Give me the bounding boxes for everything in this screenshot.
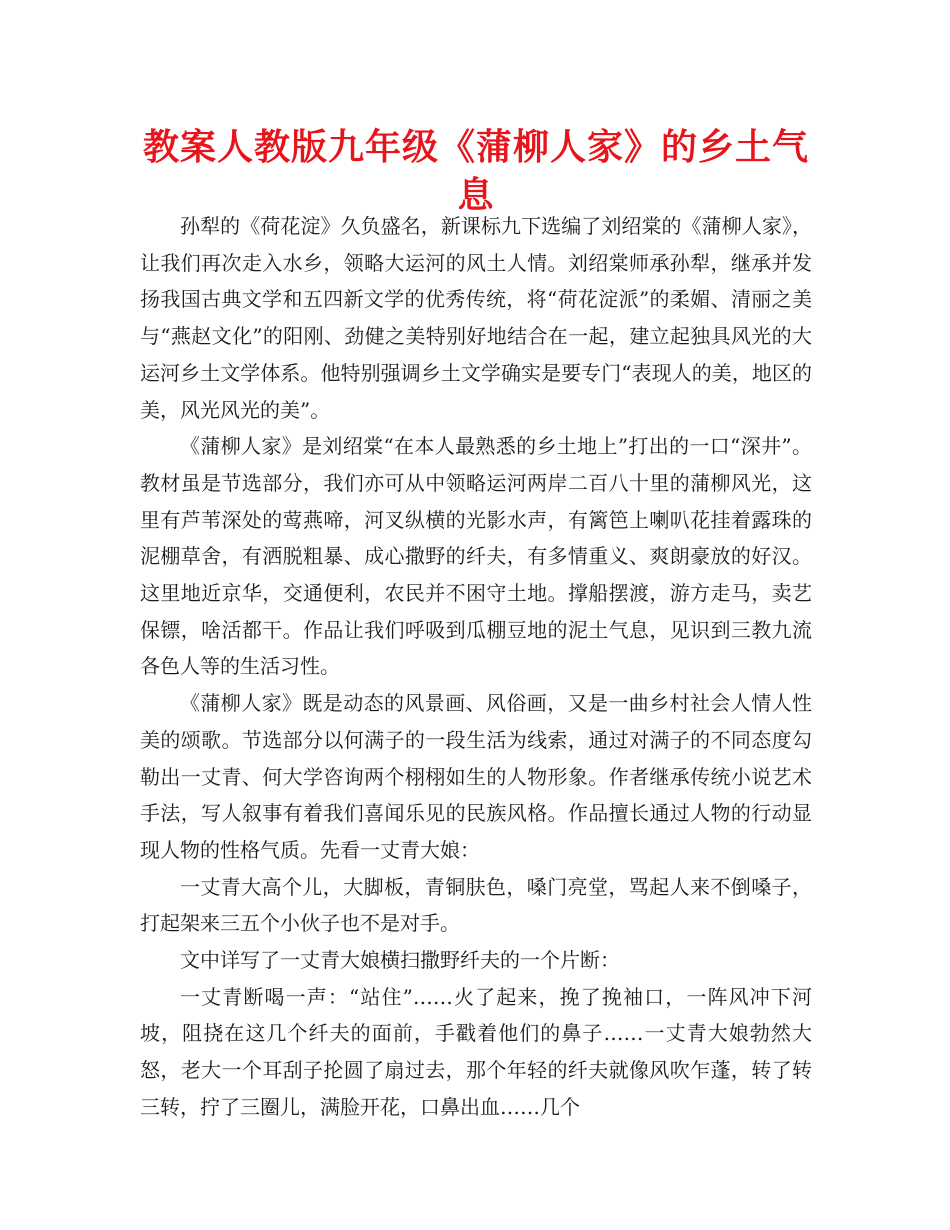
paragraph: 孙犁的《荷花淀》久负盛名，新课标九下选编了刘绍棠的《蒲柳人家》，让我们再次走入水乡，领略大运河的风土人情。刘绍棠师承孙犁，继承并发扬我国古典文学和五四新文学的优秀传统，将“荷花淀派”的柔媚、清丽之美与“燕赵文化”的阳刚、劲健之美特别好地结合在一起，建立起独具风光的大运河乡土文学体系。他特别强调乡土文学确实是要专门“表现人的美，地区的美，风光风光的美”。 [140, 214, 812, 422]
document-body [140, 208, 812, 1126]
paragraph: 文中详写了一丈青大娘横扫撒野纤夫的一个片断： [180, 948, 620, 973]
document-title: 教案人教版九年级《蒲柳人家》的乡土气息 [142, 127, 809, 216]
paragraph: 《蒲柳人家》是刘绍棠“在本人最熟悉的乡土地上”打出的一口“深井”。教材虽是节选部分，我们亦可从中领略运河两岸二百八十里的蒲柳风光，这里有芦苇深处的莺燕啼，河叉纵横的光影水声，有篱笆上喇叭花挂着露珠的泥棚草舍，有洒脱粗暴、成心撒野的纤夫，有多情重义、爽朗豪放的好汉。这里地近京华，交通便利，农民并不困守土地。撑船摆渡，游方走马，卖艺保镖，啥活都干。作品让我们呼吸到瓜棚豆地的泥土气息，见识到三教九流各色人等的生活习性。 [140, 434, 812, 679]
paragraph: 一丈青断喝一声：“站住”……火了起来，挽了挽袖口，一阵风冲下河坡，阻挠在这几个纤夫的面前，手戳着他们的鼻子……一丈青大娘勃然大怒，老大一个耳刮子抡圆了扇过去，那个年轻的纤夫就像风吹乍蓬，转了转三转，拧了三圈儿，满脸开花，口鼻出血……几个 [140, 984, 812, 1119]
paragraph: 《蒲柳人家》既是动态的风景画、风俗画，又是一曲乡村社会人情人性美的颂歌。节选部分以何满子的一段生活为线索，通过对满子的不同态度勾勒出一丈青、何大学咨询两个栩栩如生的人物形象。作者继承传统小说艺术手法，写人叙事有着我们喜闻乐见的民族风格。作品擅长通过人物的行动显现人物的性格气质。先看一丈青大娘： [140, 691, 812, 862]
paragraph: 一丈青大高个儿，大脚板，青铜肤色，嗓门亮堂，骂起人来不倒嗓子，打起架来三五个小伙子也不是对手。 [140, 874, 812, 936]
